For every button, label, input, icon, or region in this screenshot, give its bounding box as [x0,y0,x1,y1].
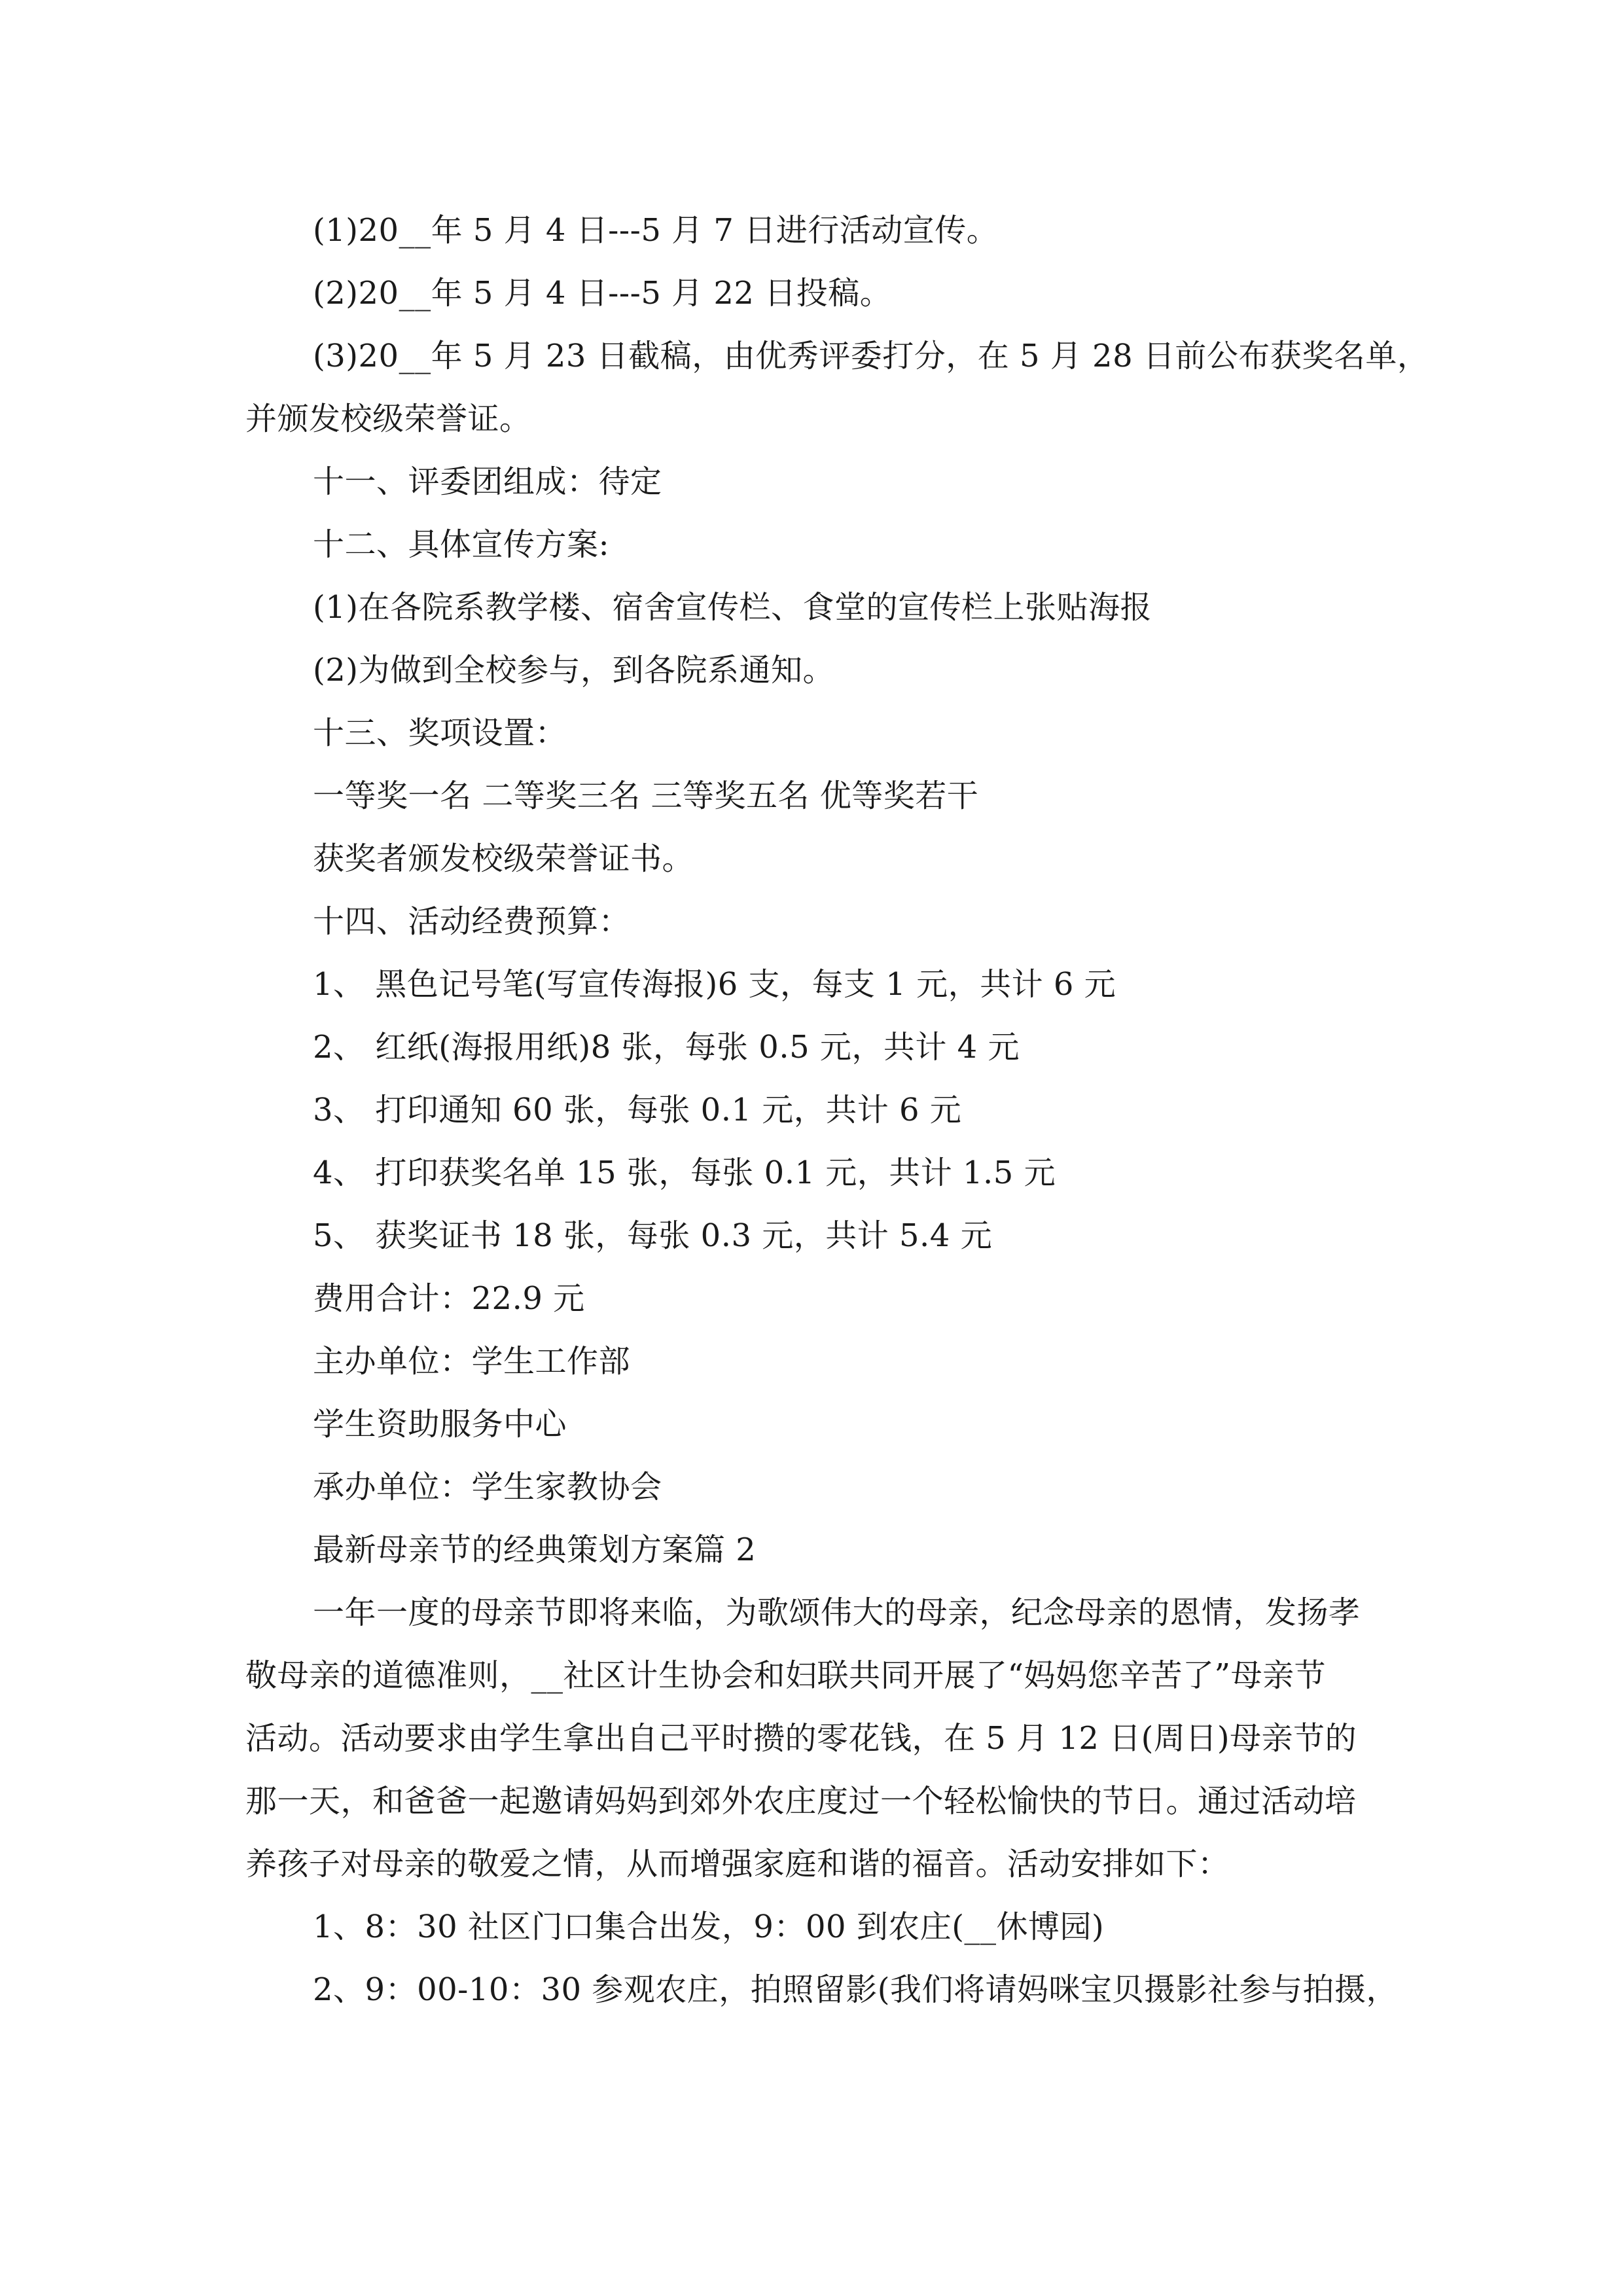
paragraph-line: 活动。活动要求由学生拿出自己平时攒的零花钱，在 5 月 12 日(周日)母亲节的 [245,1720,1357,1757]
text-line: (1)20__年 5 月 4 日---5 月 7 日进行活动宣传。 [313,212,999,249]
article-title: 最新母亲节的经典策划方案篇 2 [313,1532,757,1568]
organizer-line: 学生资助服务中心 [313,1406,567,1443]
budget-item: 1、 黑色记号笔(写宣传海报)6 支，每支 1 元，共计 6 元 [313,966,1116,1003]
budget-total: 费用合计：22.9 元 [313,1280,585,1317]
schedule-item: 1、8：30 社区门口集合出发，9：00 到农庄(__休博园) [313,1909,1105,1945]
section-heading: 十三、奖项设置： [313,715,567,751]
paragraph-line: 那一天，和爸爸一起邀请妈妈到郊外农庄度过一个轻松愉快的节日。通过活动培 [245,1783,1357,1820]
paragraph-line: 一年一度的母亲节即将来临，为歌颂伟大的母亲，纪念母亲的恩情，发扬孝 [313,1594,1361,1631]
schedule-item: 2、9：00-10：30 参观农庄，拍照留影(我们将请妈咪宝贝摄影社参与拍摄， [313,1971,1399,2008]
text-line: (2)20__年 5 月 4 日---5 月 22 日投稿。 [313,275,892,312]
budget-item: 2、 红纸(海报用纸)8 张，每张 0.5 元，共计 4 元 [313,1029,1020,1066]
text-line: 并颁发校级荣誉证。 [245,401,531,437]
text-line: 获奖者颁发校级荣誉证书。 [313,840,694,877]
section-heading: 十一、评委团组成：待定 [313,463,662,500]
text-line: (2)为做到全校参与，到各院系通知。 [313,652,834,689]
paragraph-line: 敬母亲的道德准则，__社区计生协会和妇联共同开展了“妈妈您辛苦了”母亲节 [245,1657,1327,1694]
budget-item: 5、 获奖证书 18 张，每张 0.3 元，共计 5.4 元 [313,1217,993,1254]
text-line: (1)在各院系教学楼、宿舍宣传栏、食堂的宣传栏上张贴海报 [313,589,1152,626]
section-heading: 十四、活动经费预算： [313,903,631,940]
text-line: (3)20__年 5 月 23 日截稿，由优秀评委打分，在 5 月 28 日前公布获奖名单， [313,338,1429,374]
text-line: 一等奖一名 二等奖三名 三等奖五名 优等奖若干 [313,778,979,814]
budget-item: 4、 打印获奖名单 15 张，每张 0.1 元，共计 1.5 元 [313,1155,1056,1191]
section-heading: 十二、具体宣传方案: [313,526,610,563]
organizer-line: 承办单位：学生家教协会 [313,1469,662,1505]
paragraph-line: 养孩子对母亲的敬爱之情，从而增强家庭和谐的福音。活动安排如下： [245,1846,1230,1882]
organizer-line: 主办单位：学生工作部 [313,1343,631,1380]
budget-item: 3、 打印通知 60 张，每张 0.1 元，共计 6 元 [313,1092,962,1128]
